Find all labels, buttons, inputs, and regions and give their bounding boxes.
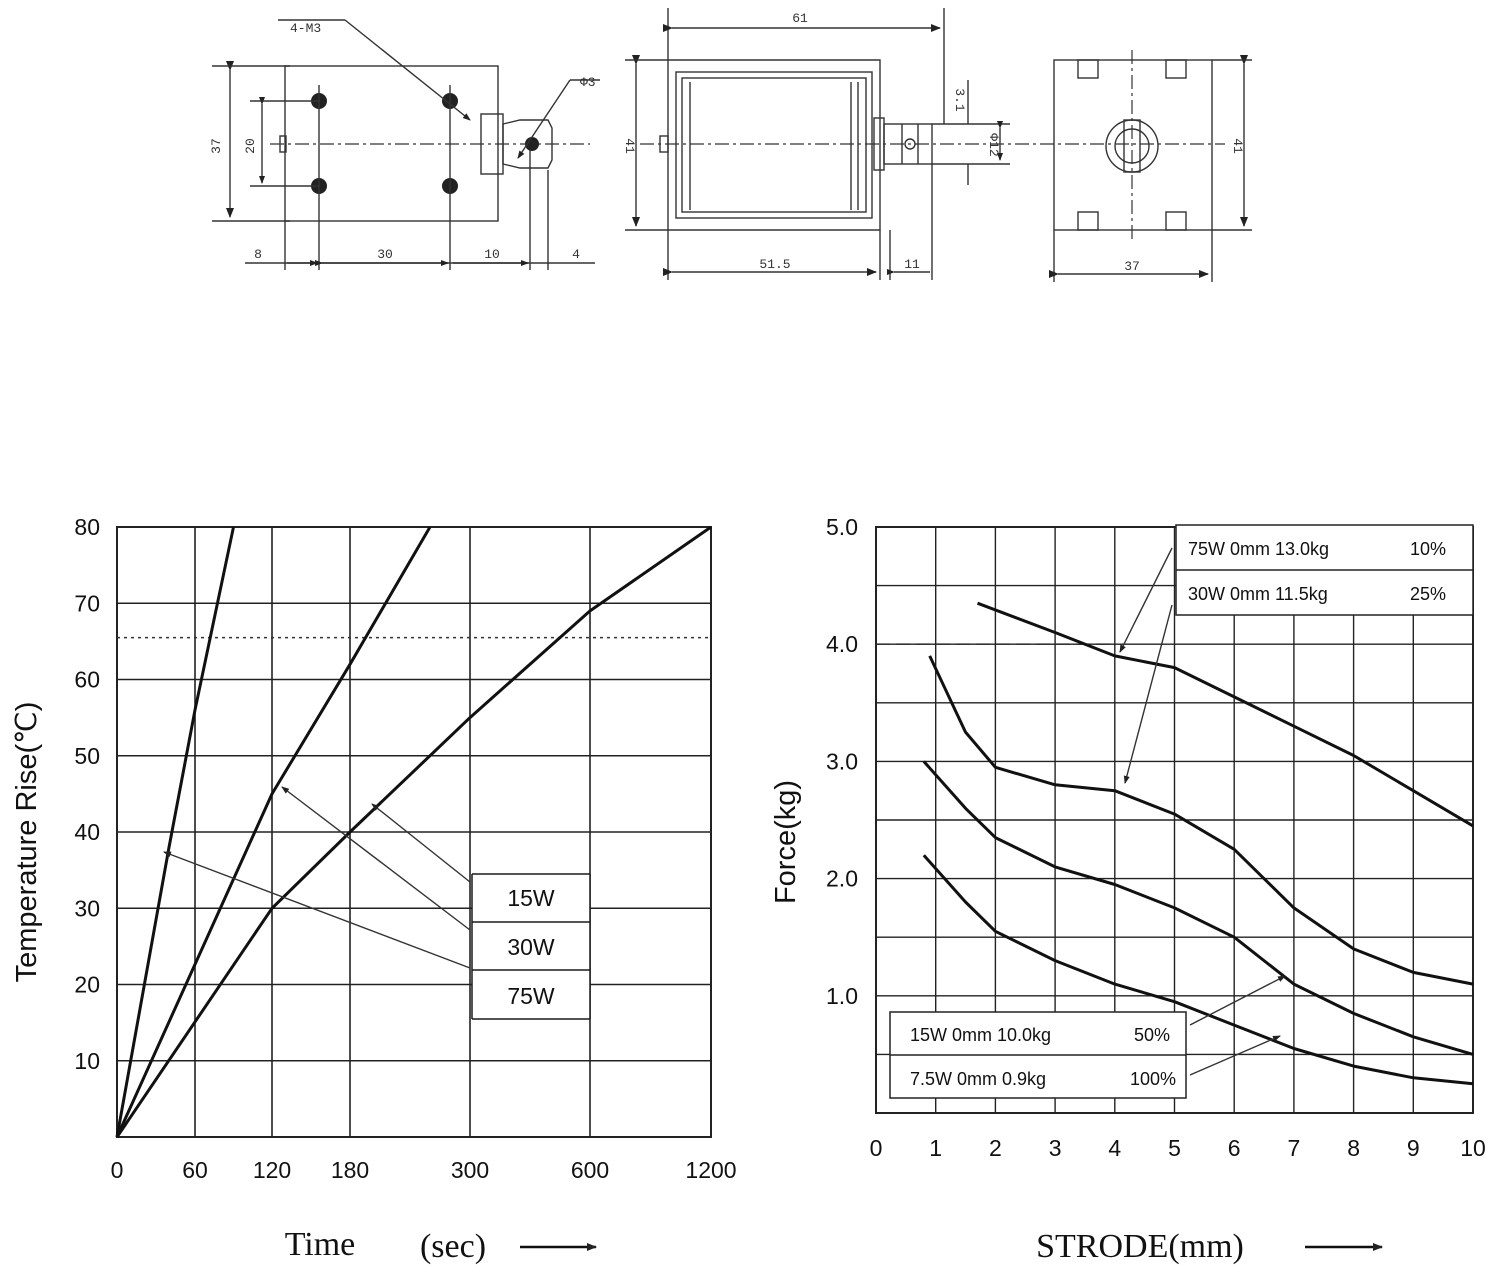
dim-height: 37 [209,138,224,154]
temp-y-tick-label: 10 [74,1047,100,1074]
force-x-tick-label: 5 [1168,1135,1181,1161]
dim-body: 51.5 [759,257,791,272]
force-x-tick-label: 3 [1048,1135,1062,1161]
front-view [209,20,600,270]
temperature-chart [11,514,737,1265]
legend-75w-label: 75W 0mm 13.0kg [1188,539,1330,559]
side-view [622,8,1040,280]
temp-x-tick-label: 600 [570,1157,610,1183]
temp-y-tick-label: 20 [74,971,100,998]
end-view [1040,50,1252,282]
legend-30w: 30W [507,934,555,960]
dim-slot: 3.1 [952,88,967,112]
temp-x-axis-unit: (sec) [419,1228,487,1265]
legend-75w-duty: 10% [1409,539,1446,559]
temp-x-tick-label: 60 [182,1157,208,1183]
temp-x-tick-label: 0 [110,1157,124,1183]
dim-shaft-dia: Φ12 [986,133,1001,157]
legend-30w-label: 30W 0mm 11.5kg [1188,584,1328,604]
dim-hole-spacing-h: 30 [377,247,393,262]
force-legend-top [1120,525,1473,783]
temp-y-tick-label: 40 [74,819,100,845]
temp-grid [117,527,711,1137]
force-y-tick-label: 5.0 [826,514,858,540]
temp-y-tick-label: 30 [74,895,100,922]
temp-x-axis-label: Time [284,1226,356,1263]
force-x-ticks [870,1135,1486,1161]
force-y-tick-label: 1.0 [826,982,858,1009]
temp-x-tick-label: 300 [450,1157,490,1183]
force-y-tick-label: 2.0 [826,865,858,892]
dim-left-offset: 8 [254,247,262,262]
dim-end-height: 41 [1230,138,1245,154]
temp-y-tick-label: 80 [74,514,100,540]
legend-7-5w-label: 7.5W 0mm 0.9kg [910,1069,1047,1089]
force-y-tick-label: 3.0 [826,748,858,775]
temp-x-tick-label: 180 [330,1157,370,1183]
dim-side-height: 41 [622,138,637,154]
legend-15w-label: 15W 0mm 10.0kg [910,1025,1052,1045]
legend-15w: 15W [507,885,555,911]
temp-y-tick-label: 70 [74,590,100,617]
temp-x-tick-label: 1200 [685,1157,737,1183]
dim-end-width: 37 [1124,259,1140,274]
force-chart [770,514,1486,1265]
force-x-tick-label: 9 [1406,1135,1420,1161]
legend-30w-duty: 25% [1409,584,1446,604]
legend-7-5w-duty: 100% [1129,1069,1176,1089]
force-x-tick-label: 2 [989,1135,1002,1161]
force-x-tick-label: 4 [1108,1135,1122,1161]
force-y-tick-label: 4.0 [826,631,858,658]
dim-hole-spacing-v: 20 [243,138,258,154]
temp-x-ticks [111,1157,737,1183]
temp-y-tick-label: 60 [74,666,100,693]
temp-y-ticks [74,514,100,1074]
force-x-tick-label: 6 [1227,1135,1241,1161]
force-x-tick-label: 10 [1460,1135,1486,1161]
force-x-tick-label: 0 [869,1135,883,1161]
dim-nose: 10 [484,247,500,262]
force-series-75w [978,603,1474,826]
dim-overall: 61 [792,11,808,26]
force-x-tick-label: 7 [1287,1135,1301,1161]
dim-tip: 4 [572,247,580,262]
dim-pin: Φ3 [580,75,596,90]
force-y-axis-label: Force(kg) [770,779,802,905]
dim-shaft-len: 11 [904,257,920,272]
temp-x-tick-label: 120 [252,1157,292,1183]
legend-75w: 75W [507,983,555,1009]
force-x-tick-label: 1 [929,1135,943,1161]
force-legend-bottom [890,976,1285,1098]
force-y-ticks [826,514,858,1009]
force-x-tick-label: 8 [1347,1135,1360,1161]
temp-y-tick-label: 50 [74,742,100,769]
legend-15w-duty: 50% [1133,1025,1170,1045]
force-x-axis-label: STRODE(mm) [1036,1228,1244,1265]
dim-holes: 4-M3 [290,21,322,36]
temp-y-axis-label: Temperature Rise(℃) [11,701,43,983]
